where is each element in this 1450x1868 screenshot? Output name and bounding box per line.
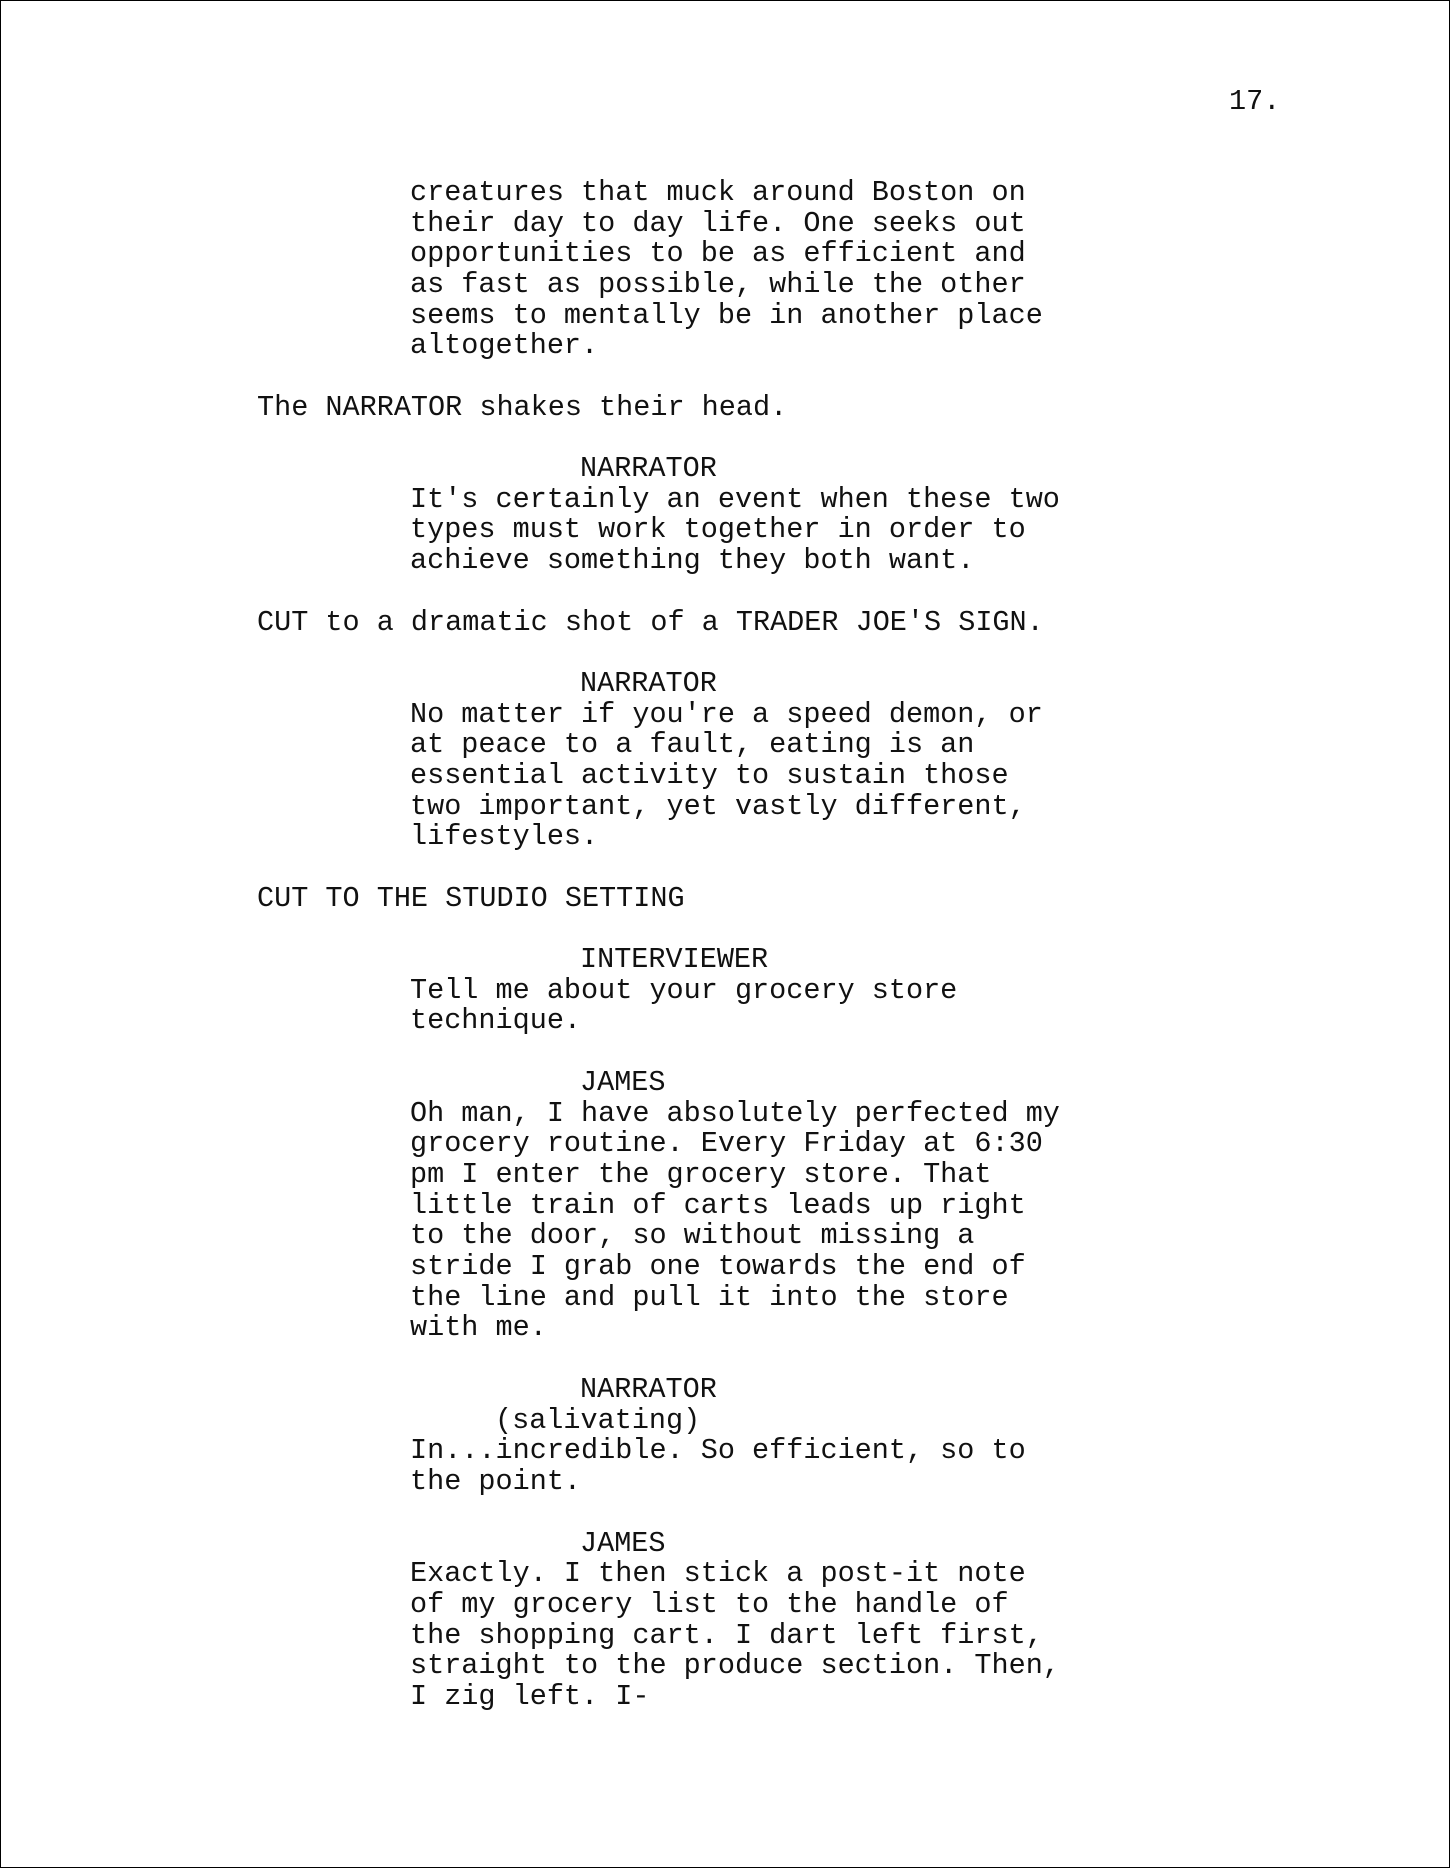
dialogue-line: It's certainly an event when these two: [410, 483, 1060, 516]
character-name: NARRATOR: [580, 452, 717, 485]
dialogue-line: the point.: [410, 1465, 582, 1498]
dialogue-line: the line and pull it into the store: [410, 1281, 1009, 1314]
dialogue-line: of my grocery list to the handle of: [410, 1588, 1009, 1621]
dialogue-line: to the door, so without missing a: [410, 1219, 975, 1252]
dialogue-line: at peace to a fault, eating is an: [410, 728, 975, 761]
dialogue-line: technique.: [410, 1004, 582, 1037]
character-name: JAMES: [580, 1527, 666, 1560]
character-name: INTERVIEWER: [580, 943, 769, 976]
dialogue-line: as fast as possible, while the other: [410, 268, 1026, 301]
action-line: The NARRATOR shakes their head.: [257, 391, 788, 424]
action-line: CUT TO THE STUDIO SETTING: [257, 882, 685, 915]
dialogue-line: Exactly. I then stick a post-it note: [410, 1557, 1026, 1590]
dialogue-line: two important, yet vastly different,: [410, 790, 1026, 823]
page-number: 17.: [1229, 85, 1281, 118]
dialogue-line: straight to the produce section. Then,: [410, 1649, 1060, 1682]
dialogue-line: grocery routine. Every Friday at 6:30: [410, 1127, 1043, 1160]
dialogue-line: Tell me about your grocery store: [410, 974, 958, 1007]
dialogue-line: altogether.: [410, 329, 599, 362]
dialogue-line: with me.: [410, 1311, 547, 1344]
dialogue-line: types must work together in order to: [410, 513, 1026, 546]
dialogue-line: little train of carts leads up right: [410, 1189, 1026, 1222]
character-name: JAMES: [580, 1066, 666, 1099]
dialogue-line: Oh man, I have absolutely perfected my: [410, 1097, 1060, 1130]
parenthetical: (salivating): [495, 1404, 701, 1437]
dialogue-line: pm I enter the grocery store. That: [410, 1158, 992, 1191]
dialogue-line: In...incredible. So efficient, so to: [410, 1434, 1026, 1467]
action-line: CUT to a dramatic shot of a TRADER JOE'S SIGN.: [257, 606, 1044, 639]
dialogue-line: seems to mentally be in another place: [410, 299, 1043, 332]
dialogue-line: opportunities to be as efficient and: [410, 237, 1026, 270]
dialogue-line: No matter if you're a speed demon, or: [410, 698, 1043, 731]
dialogue-line: essential activity to sustain those: [410, 759, 1009, 792]
dialogue-line: lifestyles.: [410, 820, 599, 853]
dialogue-line: their day to day life. One seeks out: [410, 207, 1026, 240]
dialogue-line: creatures that muck around Boston on: [410, 176, 1026, 209]
dialogue-line: achieve something they both want.: [410, 544, 975, 577]
dialogue-line: the shopping cart. I dart left first,: [410, 1619, 1043, 1652]
dialogue-line: I zig left. I-: [410, 1680, 650, 1713]
character-name: NARRATOR: [580, 667, 717, 700]
dialogue-line: stride I grab one towards the end of: [410, 1250, 1026, 1283]
character-name: NARRATOR: [580, 1373, 717, 1406]
